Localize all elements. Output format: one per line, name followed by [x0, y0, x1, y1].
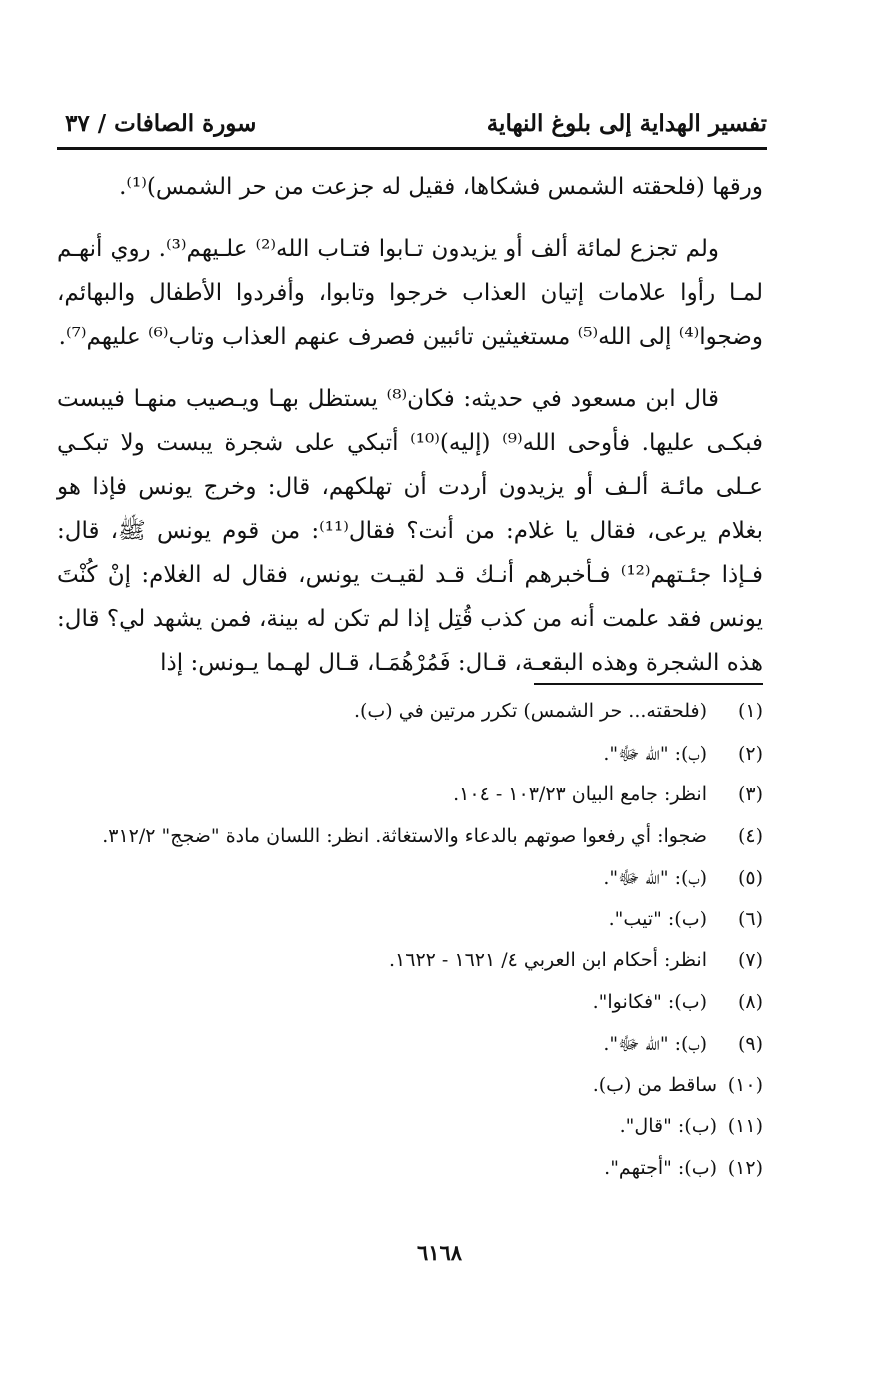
footnotes-divider — [534, 683, 763, 685]
page-number: ٦١٦٨ — [416, 1240, 463, 1265]
footnote-text: (فلحقته... حر الشمس) تكرر مرتين في (ب). — [353, 700, 707, 722]
footnote-9 — [57, 1032, 763, 1074]
footnote-number: (٨) — [737, 990, 763, 1013]
footnote-number: (٣) — [737, 783, 763, 805]
footnote-number: (٢) — [737, 742, 763, 765]
surah-label: سورة الصافات / ٣٧ — [65, 110, 257, 137]
footnote-6 — [57, 908, 763, 950]
footnote-number: (١٢) — [727, 1156, 763, 1179]
footnote-10 — [57, 1074, 763, 1116]
footnote-number: (١) — [737, 700, 763, 722]
footnote-1 — [57, 700, 763, 742]
footnote-number: (٩) — [737, 1033, 763, 1055]
footnote-8 — [57, 991, 763, 1033]
footnote-number: (١١) — [727, 1115, 763, 1137]
footnote-11 — [57, 1115, 763, 1157]
footnote-text: انظر: جامع البيان ١٠٣/٢٣ - ١٠٤. — [453, 783, 707, 805]
footnote-7 — [57, 949, 763, 991]
main-text — [57, 165, 763, 685]
paragraph-3: قال ابن مسعود في حديثه: فكان⁽⁸⁾ يستظل بهـا ويـصيب منهـا فيبست فبكـى عليها. فأوحى الله⁽⁹⁾ (إليه)⁽¹⁰⁾ أتبكي على شجرة يبست ولا تبكـي عـلى مائـة ألـف أو يزيدون أردت أن تهلكهم، قال: وخرج يونس فإذا هو بغلام يرعى، فقال يا غلام: من أنت؟ فقال⁽¹¹⁾: من قوم يونس ﷺ، قال: فـإذا جئـتهم⁽¹²⁾ فـأخبرهم أنـك قـد لقيـت يونس، فقال له الغلام: إنْ كُنْتَ يونس فقد علمت أنه من كذب قُتِل إذا لم تكن له بينة، فمن يشهد لي؟ قال: هذه الشجرة وهذه البقعـة، قـال: فَمُرْهُمَـا، قـال لهـما يـونس: إذا — [57, 386, 764, 676]
paragraph-2: ولم تجزع لمائة ألف أو يزيدون تـابوا فتـاب الله⁽²⁾ علـيهم⁽³⁾. روي أنهـم لمـا رأوا علامات إتيان العذاب خرجوا وتابوا، وأفردوا الأطفال والبهائم، وضجوا⁽⁴⁾ إلى الله⁽⁵⁾ مستغيثين تائبين فصرف عنهم العذاب وتاب⁽⁶⁾ عليهم⁽⁷⁾. — [57, 236, 763, 350]
footnote-12 — [57, 1157, 763, 1199]
footnote-text: (ب): "الله ﷻ". — [603, 1033, 707, 1055]
footnote-text: (ب): "قال". — [619, 1115, 717, 1137]
footnote-number: (١٠) — [727, 1073, 763, 1096]
footnote-2 — [57, 742, 763, 784]
footnote-text: (ب): "فكانوا". — [592, 990, 707, 1013]
footnote-text: (ب): "الله ﷻ". — [603, 742, 707, 765]
footnote-number: (٦) — [737, 907, 763, 930]
footnote-number: (٧) — [737, 949, 763, 971]
footnote-text: (ب): "أجتهم". — [604, 1156, 717, 1179]
footnote-text: ساقط من (ب). — [592, 1073, 717, 1096]
footnote-text: ضجوا: أي رفعوا صوتهم بالدعاء والاستغاثة. انظر: اللسان مادة "ضجج" ٣١٢/٢. — [102, 824, 707, 847]
footnote-number: (٥) — [737, 867, 763, 889]
footnotes — [57, 700, 763, 1198]
footnote-text: (ب): "تيب". — [608, 907, 707, 930]
running-header — [57, 104, 767, 144]
footnote-4 — [57, 825, 763, 867]
book-title: تفسير الهداية إلى بلوغ النهاية — [486, 110, 767, 137]
footnote-text: انظر: أحكام ابن العربي ٤/ ١٦٢١ - ١٦٢٢. — [388, 949, 707, 971]
footnote-3 — [57, 783, 763, 825]
header-divider — [57, 147, 767, 150]
paragraph-1: ورقها (فلحقته الشمس فشكاها، فقيل له جزعت من حر الشمس)⁽¹⁾. — [119, 174, 763, 200]
footnote-5 — [57, 866, 763, 908]
footnote-text: (ب): "الله ﷻ". — [603, 867, 707, 889]
footnote-number: (٤) — [737, 824, 763, 847]
